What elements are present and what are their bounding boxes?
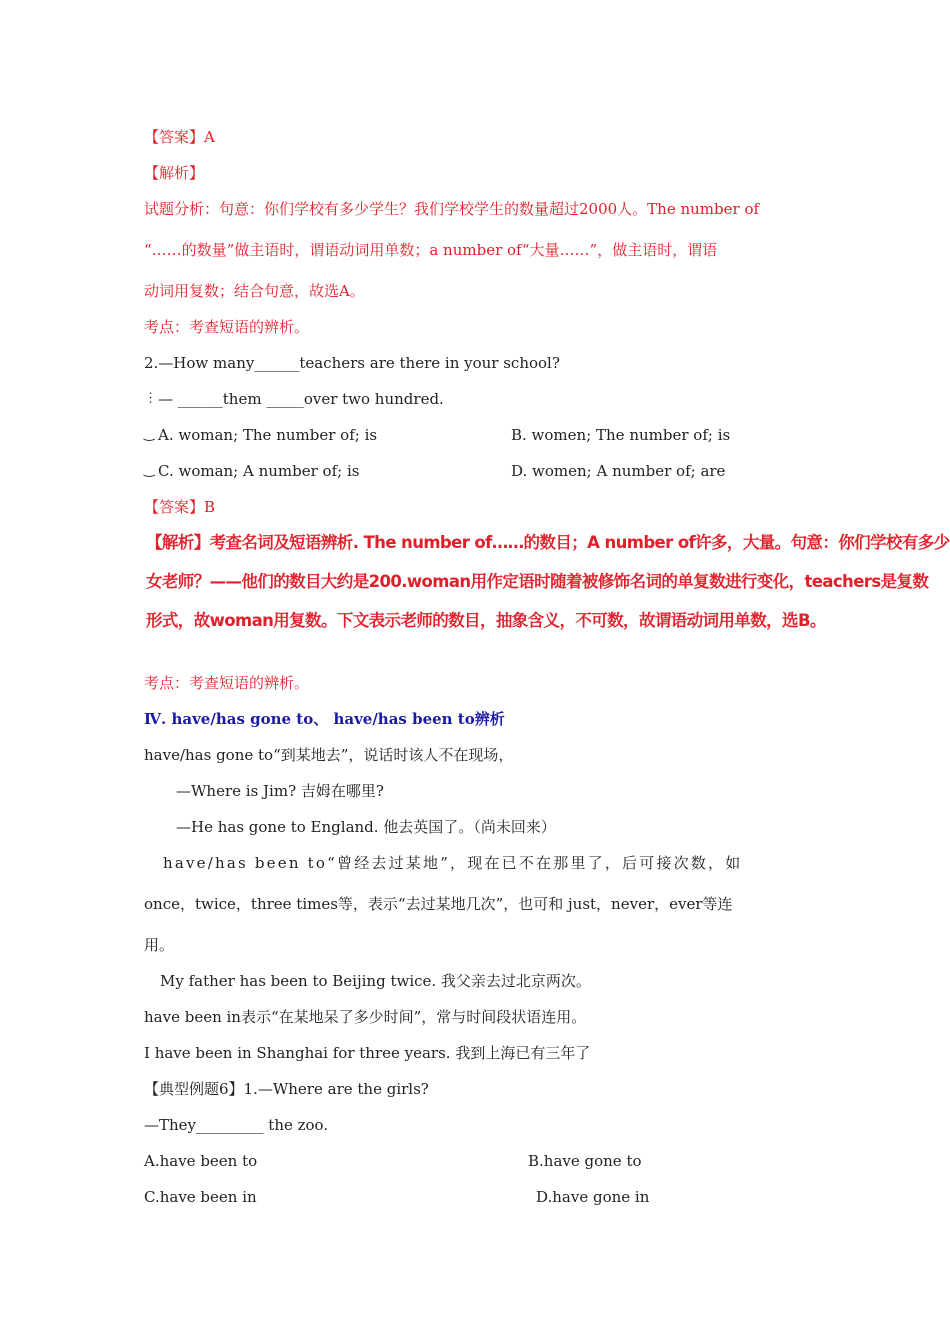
q2-answer — [144, 497, 215, 517]
section-text: 用。 — [144, 936, 175, 954]
q2-option-b: B. women; The number of; is — [511, 426, 731, 444]
q1-analysis-label: 【解析】 — [144, 164, 205, 182]
section-heading: Ⅳ. have/has gone to、 have/has been to辨析 — [144, 710, 505, 728]
example6-option-d: D.have gone in — [536, 1188, 650, 1206]
option-mark: ‿ — [144, 463, 155, 478]
q2-option-a: A. woman; The number of; is — [158, 426, 378, 444]
example6-title: 【典型例题6】1.—Where are the girls? — [144, 1080, 429, 1098]
q1-analysis-line: 试题分析：句意：你们学校有多少学生？我们学校学生的数量超过2000人。The number of — [144, 200, 760, 218]
answer-label: 【答案】 — [144, 128, 205, 146]
example6-option-c: C.have been in — [144, 1188, 257, 1206]
example6-question: —They_________ the zoo. — [144, 1116, 329, 1134]
answer-value: A — [204, 128, 215, 146]
section-text: have/has gone to“到某地去”，说话时该人不在现场， — [144, 746, 514, 764]
section-text: once，twice，three times等，表示“去过某地几次”，也可和 just，never，ever等连 — [144, 895, 733, 913]
example6-option-b: B.have gone to — [528, 1152, 642, 1170]
q2-analysis-line: 形式，故woman用复数。下文表示老师的数目，抽象含义，不可数，故谓语动词用单数，选B。 — [146, 611, 826, 630]
q2-question-line2: — ______them _____over two hundred. — [158, 390, 444, 408]
q2-analysis-line: 【解析】考查名词及短语辨析. The number of……的数目；A number of许多，大量。句意：你们学校有多少 — [146, 533, 950, 552]
q1-point: 考点：考查短语的辨析。 — [144, 318, 310, 336]
answer-value: B — [204, 498, 216, 516]
q1-analysis-line: “……的数量”做主语时，谓语动词用单数；a number of“大量……”，做主语时，谓语 — [144, 241, 718, 259]
q2-option-c: C. woman; A number of; is — [158, 462, 360, 480]
example6-option-a: A.have been to — [144, 1152, 258, 1170]
section-example: —Where is Jim? 吉姆在哪里? — [176, 782, 384, 800]
answer-label: 【答案】 — [144, 498, 205, 516]
section-example: I have been in Shanghai for three years. 我到上海已有三年了 — [144, 1044, 591, 1062]
q2-question: 2.—How many______teachers are there in your school? — [144, 354, 560, 372]
section-example: —He has gone to England. 他去英国了。（尚未回来） — [176, 818, 556, 836]
section-example: My father has been to Beijing twice. 我父亲去过北京两次。 — [160, 972, 591, 990]
q1-analysis-line: 动词用复数；结合句意，故选A。 — [144, 282, 365, 300]
section-text: have/has been to“曾经去过某地”，现在已不在那里了，后可接次数，如 — [163, 854, 743, 872]
q2-option-d: D. women; A number of; are — [511, 462, 726, 480]
q2-point: 考点：考查短语的辨析。 — [144, 674, 310, 692]
q2-analysis-line: 女老师？——他们的数目大约是200.woman用作定语时随着被修饰名词的单复数进行变化，teachers是复数 — [146, 572, 929, 591]
q1-answer — [144, 127, 215, 147]
q2-mark: ⋮ — [144, 391, 157, 406]
section-text: have been in表示“在某地呆了多少时间”，常与时间段状语连用。 — [144, 1008, 587, 1026]
option-mark: ‿ — [144, 427, 155, 442]
